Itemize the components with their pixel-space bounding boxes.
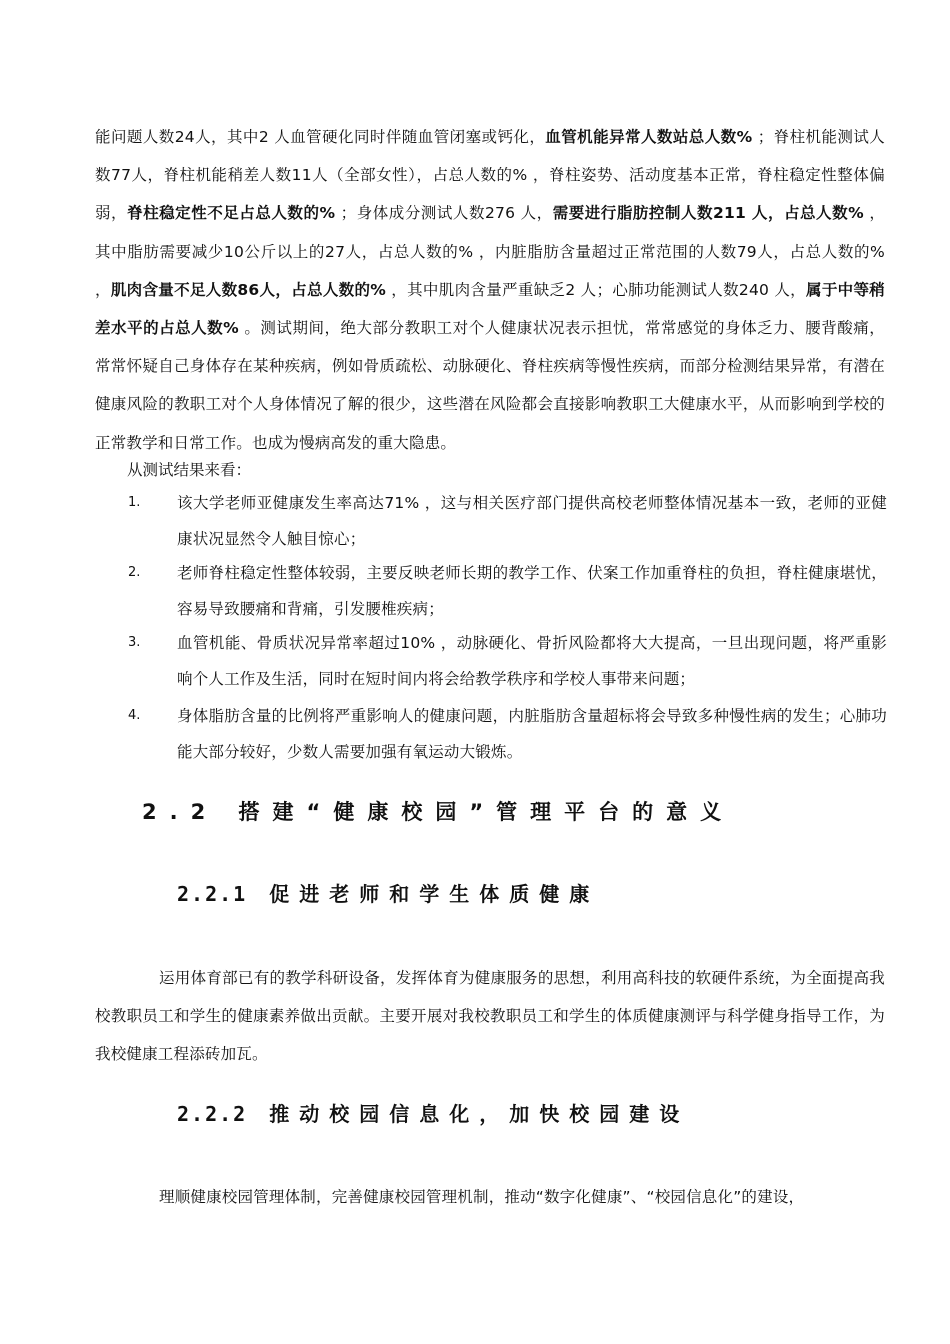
- text-segment: 。测试期间，绝大部分教职工对个人健康状况表示担忧，常常感觉的身体乏力、腰背酸痛，常常怀疑自己身体存在某种疾病，例如骨质疏松、动脉硬化、脊柱疾病等慢性疾病，而部分检测结果异常，有潜在健康风险的教职工对个人身体情况了解的很少，这些潜在风险都会直接影响教职工大健康水平，从而影响到学校的正常教学和日常工作。也成为慢病高发的重大隐患。: [95, 319, 885, 452]
- bold-text-segment: 需要进行脂肪控制人数211 人，占总人数%: [552, 204, 864, 223]
- list-text: 老师脊柱稳定性整体较弱，主要反映老师长期的教学工作、伏案工作加重脊柱的负担，脊柱健康堪忧，容易导致腰痛和背痛，引发腰椎疾病；: [177, 564, 887, 618]
- results-intro: 从测试结果来看：: [127, 461, 252, 479]
- bold-text-segment: 血管机能异常人数站总人数%: [545, 128, 753, 146]
- body-paragraph: [95, 118, 885, 462]
- bold-text-segment: 脊柱稳定性不足占总人数的%: [127, 204, 336, 223]
- text-segment: ；脊柱机能测试人数77人，脊柱机能稍差人数11人（全部女性），占总人数的% ，脊柱姿势、活动度基本正常，脊柱稳定性整体偏弱，: [95, 128, 886, 223]
- text-segment: 能问题人数24人，其中2 人血管硬化同时伴随血管闭塞或钙化，: [95, 128, 546, 146]
- list-number: 4.: [128, 708, 141, 723]
- section-number: 2.2.2: [177, 1102, 248, 1126]
- bold-text-segment: 属于中等稍差水平的占总人数%: [95, 280, 885, 338]
- text-segment: ，其中脂肪需要减少10公斤以上的27人，占总人数的% ，内脏脂肪含量超过正常范围的人数79人，占总人数的% ，: [95, 204, 886, 299]
- section-title: 推动校园信息化，加快校园建设: [269, 1102, 690, 1126]
- list-number: 2.: [128, 565, 141, 580]
- text-segment: ，其中肌肉含量严重缺乏2 人；心肺功能测试人数240 人，: [386, 280, 806, 299]
- list-text: 血管机能、骨质状况异常率超过10% ，动脉硬化、骨折风险都将大大提高，一旦出现问题，将严重影响个人工作及生活，同时在短时间内将会给教学秩序和学校人事带来问题；: [177, 634, 887, 688]
- section-heading-2-2: 2.2 搭建“健康校园”管理平台的意义: [142, 800, 735, 824]
- list-text: 该大学老师亚健康发生率高达71% ，这与相关医疗部门提供高校老师整体情况基本一致，老师的亚健康状况显然令人触目惊心；: [177, 494, 887, 548]
- section-heading-2-2-2: [177, 1096, 689, 1132]
- list-number: 3.: [128, 635, 141, 650]
- section-number: 2.2.1: [177, 882, 248, 906]
- section-2-2-1-paragraph: 运用体育部已有的教学科研设备，发挥体育为健康服务的思想，利用高科技的软硬件系统，为全面提高我校教职员工和学生的健康素养做出贡献。主要开展对我校教职员工和学生的体质健康测评与科学健身指导工作，为我校健康工程添砖加瓦。: [95, 969, 885, 1064]
- text-segment: ；身体成分测试人数276 人，: [335, 204, 553, 223]
- section-heading-2-2-1: [177, 876, 599, 912]
- list-number: 1.: [128, 495, 141, 510]
- bold-text-segment: 肌肉含量不足人数86人，占总人数的%: [110, 280, 387, 299]
- section-title: 促进老师和学生体质健康: [269, 882, 600, 906]
- list-text: 身体脂肪含量的比例将严重影响人的健康问题，内脏脂肪含量超标将会导致多种慢性病的发生；心肺功能大部分较好，少数人需要加强有氧运动大锻炼。: [177, 707, 887, 761]
- section-2-2-2-paragraph: 理顺健康校园管理体制，完善健康校园管理机制，推动“数字化健康”、“校园信息化”的建设，: [159, 1188, 805, 1206]
